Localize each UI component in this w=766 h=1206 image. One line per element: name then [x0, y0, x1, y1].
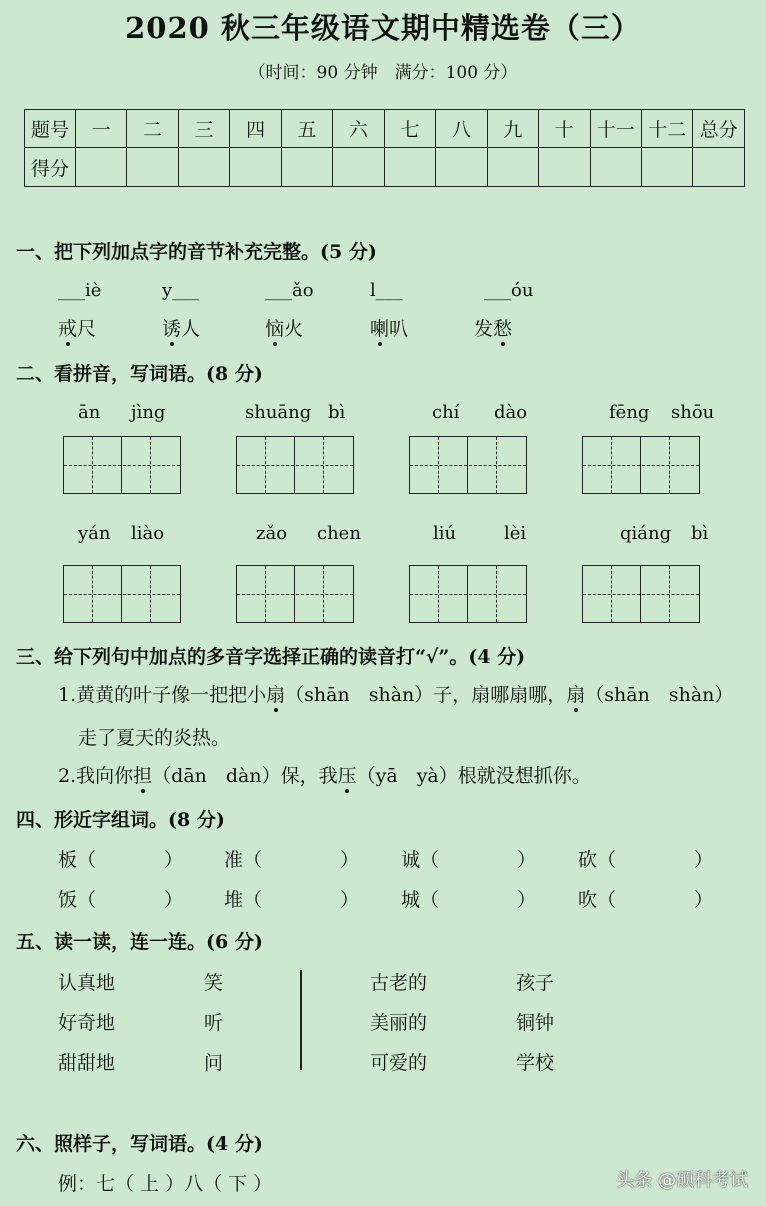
pinyin: jìng [131, 402, 166, 423]
writing-grid[interactable] [409, 565, 527, 623]
char-prompt[interactable]: 板（ [58, 849, 97, 871]
header-cell: 二 [127, 110, 178, 148]
score-cell[interactable] [178, 148, 229, 187]
word-char: 尺 [77, 318, 97, 340]
section-6-heading: 六、照样子，写词语。(4 分) [16, 1133, 263, 1155]
score-cell[interactable] [693, 148, 745, 187]
text: 2.我向你 [58, 765, 134, 787]
pinyin: fēng [609, 402, 650, 423]
writing-grid[interactable] [236, 565, 354, 623]
score-cell[interactable] [281, 148, 332, 187]
char-prompt[interactable]: 吹（ [578, 889, 617, 911]
dotted-char: 戒 [58, 318, 78, 340]
paren-close: ） [517, 849, 537, 871]
writing-grid[interactable] [582, 436, 700, 494]
text: （dān dàn）保，我 [152, 765, 338, 787]
paren-close: ） [164, 889, 184, 911]
header-cell: 题号 [25, 110, 76, 148]
paren-close: ） [340, 889, 360, 911]
match-left-adverb[interactable]: 好奇地 [58, 1012, 116, 1034]
text: 1.黄黄的叶子像一把把小 [58, 684, 267, 706]
section-2-heading: 二、看拼音，写词语。(8 分) [16, 363, 263, 385]
header-cell: 三 [178, 110, 229, 148]
pinyin: dào [494, 402, 528, 423]
header-cell: 六 [333, 110, 384, 148]
question-3-1-cont: 走了夏天的炎热。 [78, 727, 231, 749]
dotted-char: 扇 [266, 684, 286, 706]
header-cell: 十 [539, 110, 590, 148]
score-cell[interactable] [76, 148, 127, 187]
pinyin: liú [433, 523, 457, 544]
score-cell[interactable] [487, 148, 538, 187]
section-3-heading: 三、给下列句中加点的多音字选择正确的读音打“√”。(4 分) [16, 646, 526, 668]
divider-line [300, 970, 302, 1070]
section-4-heading: 四、形近字组词。(8 分) [16, 809, 225, 831]
example-text: 例：七（ 上 ）八（ 下 ） [58, 1173, 273, 1195]
pinyin-blank[interactable]: l___ [370, 280, 403, 301]
word-char: 发 [474, 318, 494, 340]
writing-grid[interactable] [63, 565, 181, 623]
word [265, 314, 303, 341]
header-cell: 四 [230, 110, 281, 148]
pinyin: zǎo [256, 523, 288, 544]
word [474, 314, 512, 341]
word-char: 叭 [389, 318, 409, 340]
score-cell[interactable] [539, 148, 590, 187]
section-5-heading: 五、读一读，连一连。(6 分) [16, 931, 263, 953]
text: （shān shàn） [585, 684, 734, 706]
page-title: 2020 秋三年级语文期中精选卷（三） [125, 11, 641, 45]
char-prompt[interactable]: 饭（ [58, 889, 97, 911]
question-3-1 [58, 680, 733, 707]
writing-grid[interactable] [409, 436, 527, 494]
score-cell[interactable] [436, 148, 487, 187]
header-cell: 十一 [590, 110, 641, 148]
writing-grid[interactable] [582, 565, 700, 623]
paren-close: ） [517, 889, 537, 911]
header-cell: 九 [487, 110, 538, 148]
score-cell[interactable] [641, 148, 692, 187]
header-cell: 七 [384, 110, 435, 148]
score-cell[interactable] [333, 148, 384, 187]
header-cell: 八 [436, 110, 487, 148]
score-cell[interactable] [384, 148, 435, 187]
score-cell[interactable] [127, 148, 178, 187]
match-right-noun[interactable]: 铜钟 [516, 1012, 555, 1034]
dotted-char: 诱 [162, 318, 182, 340]
word-char: 火 [284, 318, 304, 340]
score-table-score-row [25, 148, 745, 187]
dotted-char: 喇 [370, 318, 390, 340]
pinyin: bì [691, 523, 709, 544]
char-prompt[interactable]: 准（ [224, 849, 263, 871]
match-left-verb[interactable]: 问 [204, 1052, 224, 1074]
match-right-adj[interactable]: 美丽的 [370, 1012, 428, 1034]
char-prompt[interactable]: 砍（ [578, 849, 617, 871]
dotted-char: 扇 [566, 684, 586, 706]
paren-close: ） [164, 849, 184, 871]
score-table [24, 109, 745, 187]
match-right-noun[interactable]: 学校 [516, 1052, 555, 1074]
word [162, 314, 200, 341]
paren-close: ） [340, 849, 360, 871]
text: （yā yà）根就没想抓你。 [356, 765, 591, 787]
pinyin: shuāng [245, 402, 312, 423]
char-prompt[interactable]: 堆（ [224, 889, 263, 911]
pinyin: ān [78, 402, 101, 423]
char-prompt[interactable]: 诚（ [401, 849, 440, 871]
word [370, 314, 408, 341]
pinyin-blank[interactable]: y___ [162, 280, 200, 301]
score-cell[interactable] [230, 148, 281, 187]
text: （shān shàn）子，扇哪扇哪， [285, 684, 567, 706]
match-right-noun[interactable]: 孩子 [516, 972, 555, 994]
pinyin: chen [317, 523, 361, 544]
pinyin: lèi [504, 523, 527, 544]
word-char: 人 [181, 318, 201, 340]
pinyin: bì [328, 402, 346, 423]
word [58, 314, 96, 341]
pinyin: shōu [671, 402, 715, 423]
header-cell: 五 [281, 110, 332, 148]
match-left-adverb[interactable]: 甜甜地 [58, 1052, 116, 1074]
match-left-verb[interactable]: 笑 [204, 972, 224, 994]
match-left-verb[interactable]: 听 [204, 1012, 224, 1034]
watermark: 头条 @硕科考试 [616, 1170, 748, 1191]
writing-grid[interactable] [63, 436, 181, 494]
match-left-adverb[interactable]: 认真地 [58, 972, 116, 994]
score-cell[interactable] [590, 148, 641, 187]
pinyin-blank[interactable]: ___iè [58, 280, 102, 301]
char-prompt[interactable]: 城（ [401, 889, 440, 911]
dotted-char: 愁 [493, 318, 513, 340]
header-cell: 十二 [641, 110, 692, 148]
dotted-char: 恼 [265, 318, 285, 340]
question-3-2 [58, 761, 591, 788]
section-1-heading: 一、把下列加点字的音节补充完整。(5 分) [16, 241, 377, 263]
score-row-label: 得分 [25, 148, 76, 187]
pinyin: chí [432, 402, 460, 423]
exam-info: （时间：90 分钟 满分：100 分） [248, 63, 518, 83]
pinyin-blank[interactable]: ___ǎo [265, 280, 314, 301]
dotted-char: 压 [337, 765, 357, 787]
pinyin: yán [78, 523, 111, 544]
score-table-header-row [25, 110, 745, 148]
header-cell: 总分 [693, 110, 745, 148]
pinyin: qiáng [620, 523, 672, 544]
dotted-char: 担 [133, 765, 153, 787]
match-right-adj[interactable]: 古老的 [370, 972, 428, 994]
match-right-adj[interactable]: 可爱的 [370, 1052, 428, 1074]
writing-grid[interactable] [236, 436, 354, 494]
paren-close: ） [694, 849, 714, 871]
pinyin-blank[interactable]: ___óu [484, 280, 534, 301]
paren-close: ） [694, 889, 714, 911]
header-cell: 一 [76, 110, 127, 148]
pinyin: liào [131, 523, 165, 544]
